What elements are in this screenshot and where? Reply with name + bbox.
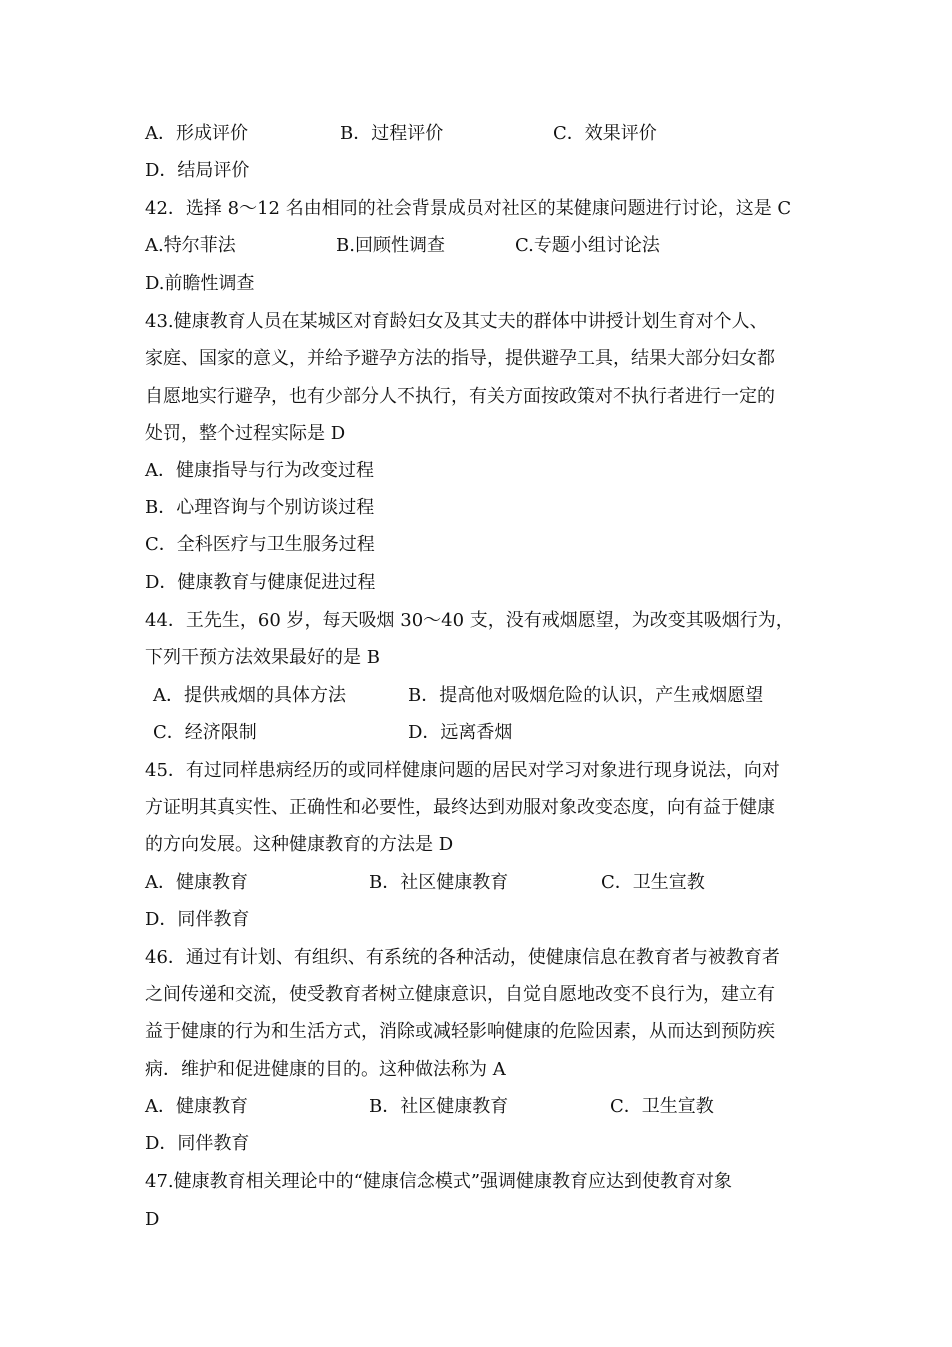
q47-stem-line: 47.健康教育相关理论中的“健康信念模式”强调健康教育应达到使教育对象 [145,1171,733,1192]
q46-option-a: A．健康教育 [145,1096,248,1117]
q46-stem-line: 益于健康的行为和生活方式，消除或减轻影响健康的危险因素，从而达到预防疾 [145,1021,775,1042]
q46-stem-line: 46．通过有计划、有组织、有系统的各种活动，使健康信息在教育者与被教育者 [145,947,780,968]
q46-option-b: B．社区健康教育 [369,1096,509,1117]
q43-stem-line: 43.健康教育人员在某城区对育龄妇女及其丈夫的群体中讲授计划生育对个人、 [145,311,768,332]
q46-option-d: D．同伴教育 [145,1133,250,1154]
q42-option-d: D.前瞻性调查 [145,273,255,294]
q44-stem-line: 44．王先生，60 岁，每天吸烟 30～40 支，没有戒烟愿望，为改变其吸烟行为， [145,610,794,631]
q45-option-a: A．健康教育 [145,872,248,893]
q43-stem-line: 处罚，整个过程实际是 D [145,423,346,444]
q46-stem-line: 之间传递和交流，使受教育者树立健康意识，自觉自愿地改变不良行为，建立有 [145,984,775,1005]
q44-option-b: B．提高他对吸烟危险的认识，产生戒烟愿望 [408,685,764,706]
q45-option-d: D．同伴教育 [145,909,250,930]
q41-option-a: A．形成评价 [145,123,248,144]
q41-option-b: B．过程评价 [340,123,444,144]
q44-option-c: C．经济限制 [153,722,257,743]
q44-option-d: D．远离香烟 [408,722,513,743]
q45-stem-line: 方证明其真实性、正确性和必要性，最终达到劝服对象改变态度，向有益于健康 [145,797,775,818]
q41-option-d: D．结局评价 [145,160,250,181]
q43-option-d: D．健康教育与健康促进过程 [145,572,376,593]
q46-stem-line: 病．维护和促进健康的目的。这种做法称为 A [145,1059,506,1080]
q47-stem-line: D [145,1209,160,1230]
q42-option-b: B.回顾性调查 [336,235,445,256]
q43-option-a: A．健康指导与行为改变过程 [145,460,374,481]
q44-option-a: A．提供戒烟的具体方法 [153,685,346,706]
q41-option-c: C．效果评价 [553,123,657,144]
q44-stem-line: 下列干预方法效果最好的是 B [145,647,380,668]
q46-option-c: C．卫生宣教 [610,1096,714,1117]
q42-option-c: C.专题小组讨论法 [515,235,660,256]
q43-option-b: B．心理咨询与个别访谈过程 [145,497,375,518]
q45-stem-line: 45．有过同样患病经历的或同样健康问题的居民对学习对象进行现身说法，向对 [145,760,780,781]
q45-stem-line: 的方向发展。这种健康教育的方法是 D [145,834,454,855]
q42-stem: 42．选择 8～12 名由相同的社会背景成员对社区的某健康问题进行讨论，这是 C [145,198,792,219]
q45-option-c: C．卫生宣教 [601,872,705,893]
q43-stem-line: 家庭、国家的意义，并给予避孕方法的指导，提供避孕工具，结果大部分妇女都 [145,348,775,369]
q43-option-c: C．全科医疗与卫生服务过程 [145,534,375,555]
q43-stem-line: 自愿地实行避孕，也有少部分人不执行，有关方面按政策对不执行者进行一定的 [145,386,775,407]
q42-option-a: A.特尔菲法 [145,235,236,256]
q45-option-b: B．社区健康教育 [369,872,509,893]
